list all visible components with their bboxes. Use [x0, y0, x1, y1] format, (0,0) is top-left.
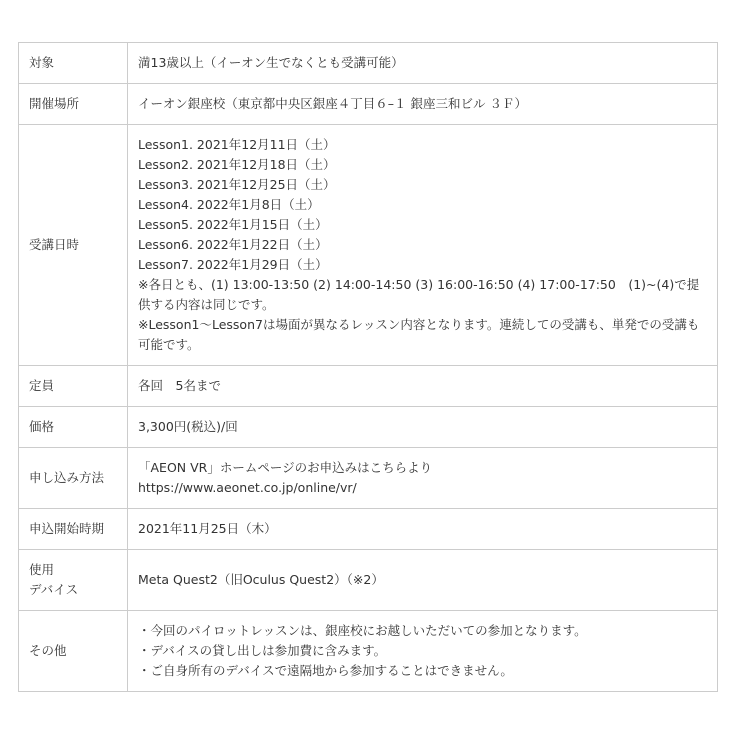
row-dates	[19, 125, 718, 366]
label-venue: 開催場所	[19, 84, 128, 125]
row-apply-method	[19, 448, 718, 509]
label-target: 対象	[19, 43, 128, 84]
apply-description: 「AEON VR」ホームページのお申込みはこちらより	[138, 460, 433, 475]
lesson-line: Lesson5. 2022年1月15日（土）	[138, 217, 328, 232]
row-target	[19, 43, 718, 84]
lesson-line: Lesson2. 2021年12月18日（土）	[138, 157, 336, 172]
value-venue: イーオン銀座校（東京都中央区銀座４丁目６–１ 銀座三和ビル ３Ｆ）	[128, 84, 718, 125]
value-dates	[128, 125, 718, 366]
label-capacity: 定員	[19, 366, 128, 407]
value-apply-start: 2021年11月25日（木）	[128, 509, 718, 550]
row-price	[19, 407, 718, 448]
label-device-line: 使用	[29, 562, 55, 577]
label-device	[19, 550, 128, 611]
apply-url-link[interactable]: https://www.aeonet.co.jp/online/vr/	[138, 480, 357, 495]
value-apply-method	[128, 448, 718, 509]
lesson-note: ※Lesson1～Lesson7は場面が異なるレッスン内容となります。連続しての受講も、単発での受講も可能です。	[138, 317, 700, 352]
row-capacity	[19, 366, 718, 407]
label-apply-start: 申込開始時期	[19, 509, 128, 550]
label-dates: 受講日時	[19, 125, 128, 366]
row-venue	[19, 84, 718, 125]
value-price: 3,300円(税込)/回	[128, 407, 718, 448]
value-target: 満13歳以上（イーオン生でなくとも受講可能）	[128, 43, 718, 84]
value-other	[128, 611, 718, 692]
lesson-line: Lesson7. 2022年1月29日（土）	[138, 257, 328, 272]
value-device: Meta Quest2（旧Oculus Quest2）（※2）	[128, 550, 718, 611]
row-other	[19, 611, 718, 692]
event-info-container	[18, 42, 718, 692]
other-note: ・ご自身所有のデバイスで遠隔地から参加することはできません。	[138, 663, 513, 678]
row-apply-start	[19, 509, 718, 550]
label-other: その他	[19, 611, 128, 692]
lesson-line: Lesson1. 2021年12月11日（土）	[138, 137, 336, 152]
label-apply-method: 申し込み方法	[19, 448, 128, 509]
time-note: ※各日とも、(1) 13:00-13:50 (2) 14:00-14:50 (3) 16:00-16:50 (4) 17:00-17:50 (1)~(4)で提供する内容は同じです。	[138, 277, 700, 312]
label-price: 価格	[19, 407, 128, 448]
lesson-line: Lesson4. 2022年1月8日（土）	[138, 197, 320, 212]
lesson-line: Lesson6. 2022年1月22日（土）	[138, 237, 328, 252]
lesson-line: Lesson3. 2021年12月25日（土）	[138, 177, 336, 192]
other-note: ・今回のパイロットレッスンは、銀座校にお越しいただいての参加となります。	[138, 623, 587, 638]
other-note: ・デバイスの貸し出しは参加費に含みます。	[138, 643, 387, 658]
value-capacity: 各回 5名まで	[128, 366, 718, 407]
row-device	[19, 550, 718, 611]
label-device-line: デバイス	[29, 582, 79, 597]
event-info-table	[18, 42, 718, 692]
